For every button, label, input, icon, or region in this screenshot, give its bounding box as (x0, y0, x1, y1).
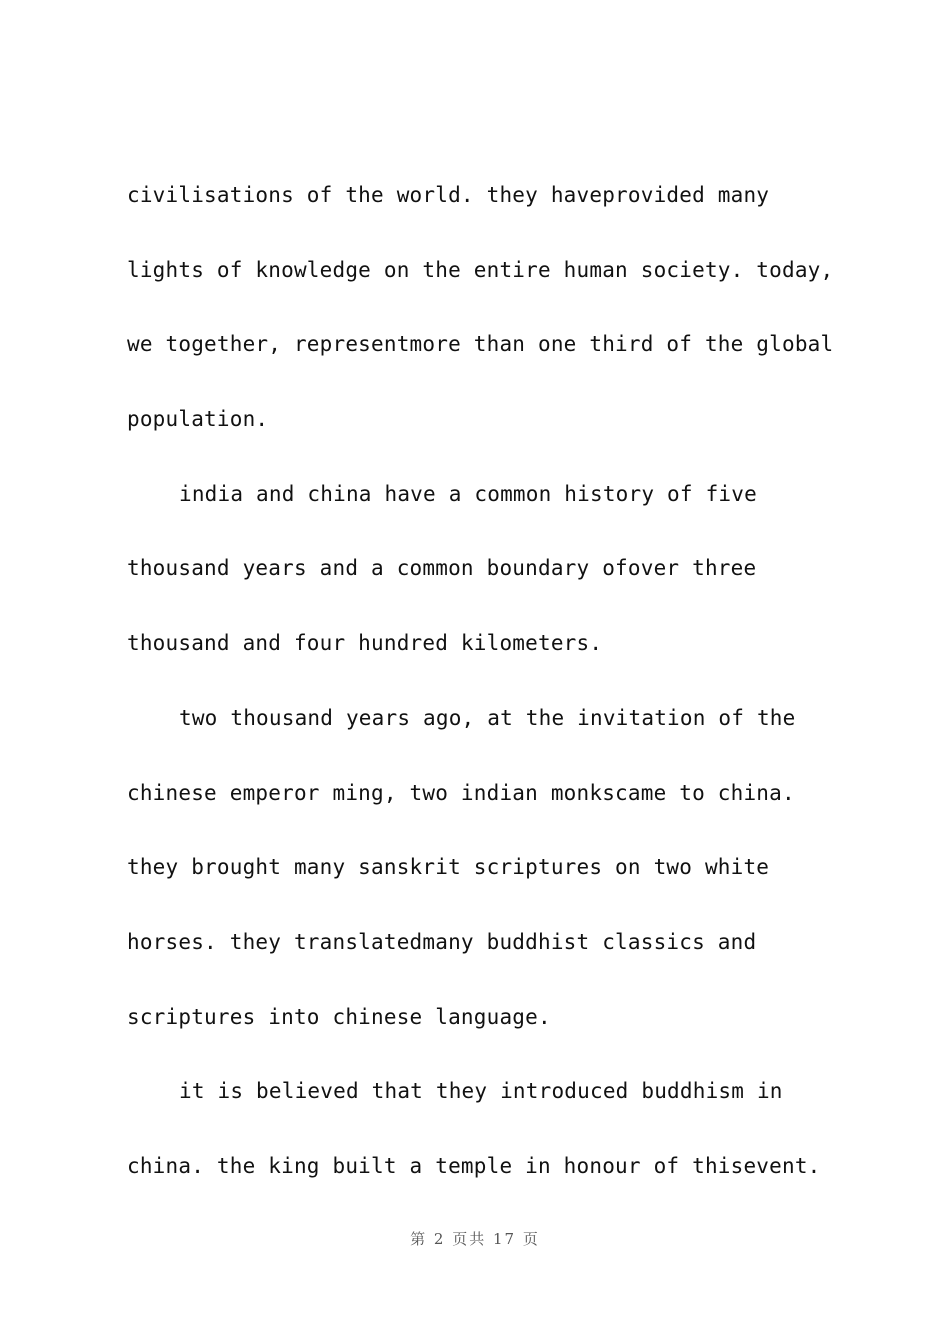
text-line: thousand years and a common boundary ofover three (127, 556, 757, 581)
text-line: civilisations of the world. they haveprovided many (127, 183, 770, 207)
document-body (127, 158, 847, 1204)
text-line: thousand and four hundred kilometers. (127, 631, 603, 656)
page-footer (0, 1228, 950, 1249)
text-line: we together, representmore than one third of the global (127, 332, 834, 357)
text-line: population. (127, 407, 269, 432)
text-line: two thousand years ago, at the invitation of the (179, 705, 796, 730)
page-number-label: 第 2 页共 17 页 (410, 1230, 540, 1248)
text-line: lights of knowledge on the entire human society. today, (127, 257, 834, 282)
text-line: horses. they translatedmany buddhist classics and (127, 929, 757, 954)
text-line: china. the king built a temple in honour of thisevent. (127, 1153, 821, 1178)
text-line: scriptures into chinese language. (127, 1004, 551, 1029)
text-line: they brought many sanskrit scriptures on two white (127, 855, 770, 880)
text-line: it is believed that they introduced buddhism in (179, 1079, 783, 1104)
text-line: chinese emperor ming, two indian monkscame to china. (127, 780, 795, 805)
text-line: india and china have a common history of five (179, 481, 757, 506)
